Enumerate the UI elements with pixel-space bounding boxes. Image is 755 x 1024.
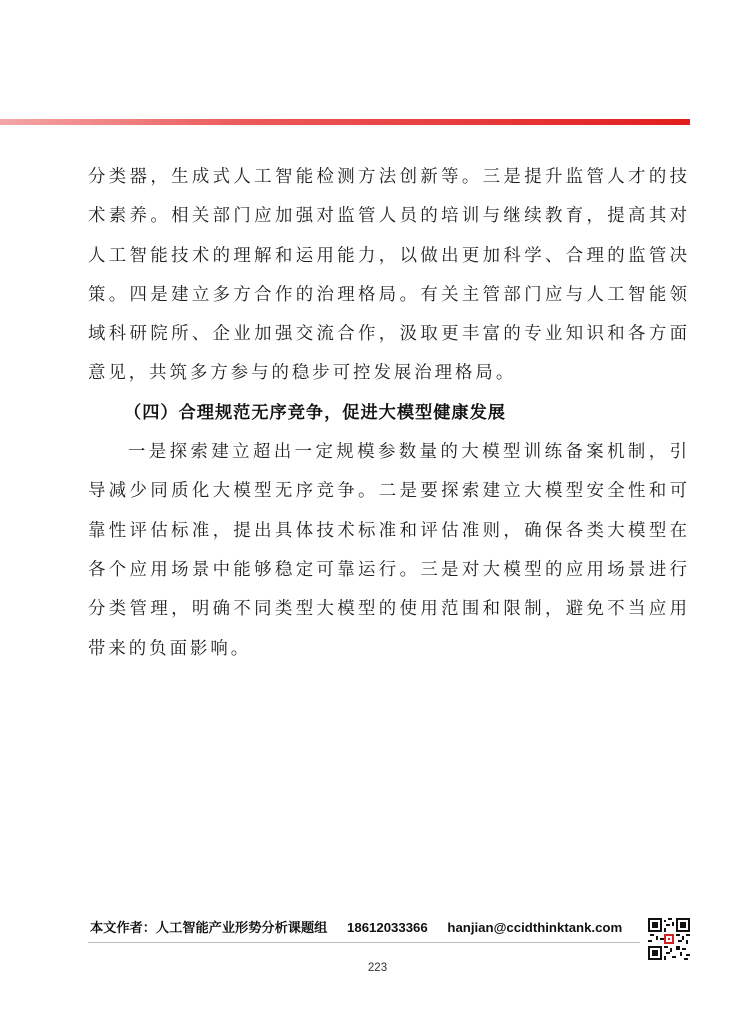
footer-credit [90,917,638,936]
header-red-rule [0,119,690,125]
qr-code-icon [648,918,690,960]
footer-author: 本文作者：人工智能产业形势分析课题组 [90,920,328,935]
footer-phone: 18612033366 [347,920,428,935]
body-paragraph-1: 分类器，生成式人工智能检测方法创新等。三是提升监管人才的技术素养。相关部门应加强对监管人员的培训与继续教育，提高其对人工智能技术的理解和运用能力，以做出更加科学、合理的监管决策。四是建立多方合作的治理格局。有关主管部门应与人工智能领域科研院所、企业加强交流合作，汲取更丰富的专业知识和各方面意见，共筑多方参与的稳步可控发展治理格局。 [88,167,690,384]
footer-email: hanjian@ccidthinktank.com [447,920,623,935]
section-heading-4: （四）合理规范无序竞争，促进大模型健康发展 [124,402,506,423]
body-paragraph-2: 一是探索建立超出一定规模参数量的大模型训练备案机制，引导减少同质化大模型无序竞争。二是要探索建立大模型安全性和可靠性评估标准，提出具体技术标准和评估准则，确保各类大模型在各个应用场景中能够稳定可靠运行。三是对大模型的应用场景进行分类管理，明确不同类型大模型的使用范围和限制，避免不当应用带来的负面影响。 [88,442,690,659]
document-body [88,158,690,669]
page-number: 223 [367,962,388,974]
footer-divider [88,942,640,943]
